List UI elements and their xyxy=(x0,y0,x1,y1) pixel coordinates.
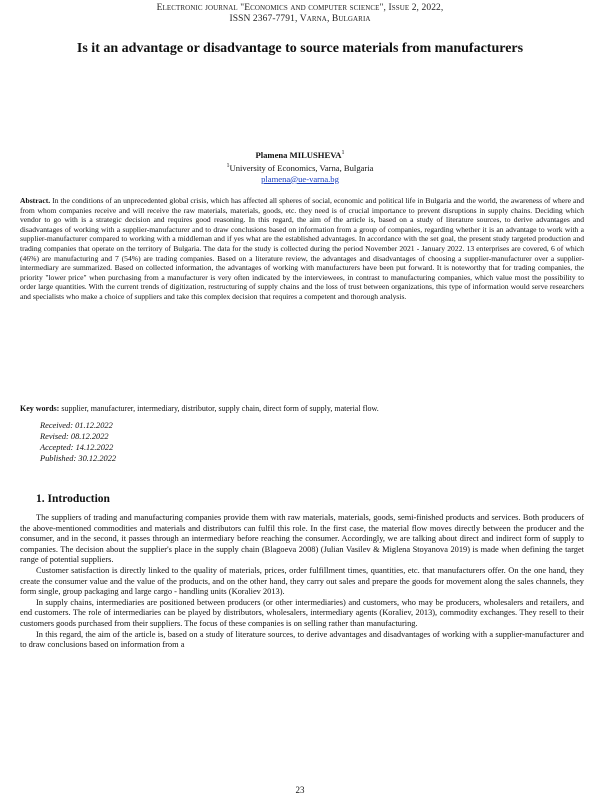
abstract-text: In the conditions of an unprecedented global crisis, which has affected all spheres of social, economic and political life in Bulgaria and the world, the awareness of where and from whom companies receive and will receive the raw materials, materials, goods, etc. they need is of crucial importance to prevent disruptions in supply chains. Deciding which vendor to go with is a strategic decision and requires good reasoning. In this regard, the aim of the article is, based on a study of literature sources, to derive advantages and disadvantages of working with a supplier-manufacturer and to draw conclusions based on information from a group of companies, regarding whether it is an advantage to work with a supplier-manufacturer compared to working with a middleman and if yes what are the established advantages. In accordance with the set goal, the present study targeted production and trading companies that operate on the territory of Bulgaria. The data for the study is collected during the period November 2021 - January 2022. 13 enterprises are covered, 6 of which (46%) are manufacturing and 7 (54%) are trading companies. Based on a literature review, the advantages and disadvantages of choosing a supplier-manufacturer over a supplier-intermediary are summarized. Based on collected information, the advantages of working with manufacturers have been put forward. It is noteworthy that for trading companies, the priority "lower price" when purchasing from a manufacturer is very often indicated by the interviewees, in contrast to manufacturing companies, which value most the possibility to order large quantities. With the current trends of digitization, restructuring of supply chains and the loss of trust between organizations, this type of information would serve researchers and specialists who make a choice of suppliers and take this complex decision that requires a competent and thorough analysis. xyxy=(20,196,585,301)
author-line xyxy=(0,148,600,161)
author-email-link[interactable]: plamena@ue-varna.bg xyxy=(261,173,339,184)
section-heading-introduction: 1. Introduction xyxy=(36,493,110,505)
author-block xyxy=(0,148,600,185)
article-dates xyxy=(40,420,340,464)
page-number: 23 xyxy=(295,785,305,795)
author-name: Plamena MILUSHEVA xyxy=(255,149,342,160)
author-superscript: 1 xyxy=(341,150,345,156)
abstract-label: Abstract. xyxy=(20,196,51,205)
paragraph: Customer satisfaction is directly linked to the quality of materials, prices, order fulfillment times, quantities, etc. that manufacturers offer. On the one hand, they create the consumer value and the value of the products, and on the other hand, they carry out sales and prepare the goods for movement along the sales channels, they form single, group packaging and large cargo - handling units (Koraliev 2013). xyxy=(20,565,584,597)
journal-header-line-2: ISSN 2367-7791, Varna, Bulgaria xyxy=(229,14,371,24)
date-received: Received: 01.12.2022 xyxy=(40,421,113,430)
paragraph: In supply chains, intermediaries are positioned between producers (or other intermediaries) and customers, who may be producers, wholesalers and retailers, and end customers. The role of intermediaries can be played by distributors, wholesalers, intermediary agents (Koraliev, 2013), commodity exchanges. They resell to their customers goods purchased from their suppliers. The focus of these companies is on selling rather than manufacturing. xyxy=(20,597,584,628)
keywords-label: Key words: xyxy=(20,404,60,413)
paragraph: In this regard, the aim of the article is, based on a study of literature sources, to derive advantages and disadvantages of working with a supplier-manufacturer and to draw conclusions based on information from a xyxy=(20,629,584,650)
keywords-text: supplier, manufacturer, intermediary, distributor, supply chain, direct form of supply, material flow. xyxy=(61,404,379,413)
abstract xyxy=(20,196,584,302)
affiliation-line xyxy=(0,161,600,174)
journal-header-line-1: Electronic journal "Economics and computer science", Issue 2, 2022, xyxy=(156,3,444,13)
paragraph: The suppliers of trading and manufacturing companies provide them with raw materials, materials, goods, semi-finished products and services. Both producers of the above-mentioned commodities and materials and distributors can fulfil this role. In the first case, the material flow moves directly between the producer and the consumer, and in the second, it passes through an intermediary before reaching the consumer. Accordingly, we are talking about direct and indirect form of supply to companies. The decision about the supplier's place in the supply chain (Blagoeva 2008) (Julian Vasilev & Miglena Stoyanova 2019) is made when defining the target range of potential suppliers. xyxy=(20,513,584,565)
affiliation-superscript: 1 xyxy=(226,162,230,169)
author-affiliation: University of Economics, Varna, Bulgaria xyxy=(229,162,374,173)
introduction-body xyxy=(20,513,584,651)
keywords xyxy=(20,404,584,414)
date-revised: Revised: 08.12.2022 xyxy=(40,432,109,441)
journal-header xyxy=(0,3,600,25)
date-accepted: Accepted: 14.12.2022 xyxy=(40,443,114,452)
paper-title: Is it an advantage or disadvantage to source materials from manufacturers xyxy=(76,41,524,56)
email-line xyxy=(0,174,600,185)
date-published: Published: 30.12.2022 xyxy=(40,454,117,463)
